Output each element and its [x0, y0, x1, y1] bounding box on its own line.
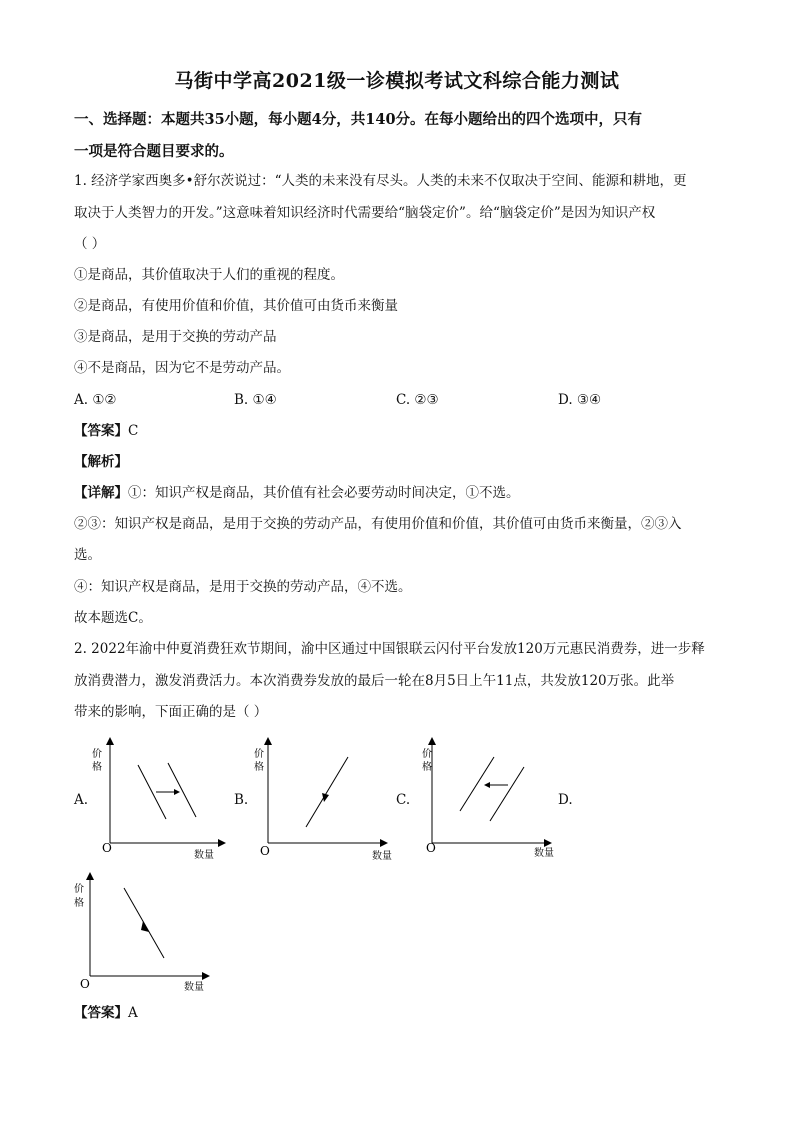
q1-blank: （ ）: [74, 236, 106, 252]
graph-a-origin: O: [102, 841, 112, 855]
q2-option-label-c: C.: [396, 792, 411, 808]
graph-c-origin: O: [426, 841, 436, 855]
q1-detail-line3: 选。: [74, 547, 101, 563]
q2-option-label-d: D.: [558, 792, 573, 808]
graph-b-ylabel-2: 格: [254, 762, 264, 773]
graph-b: [248, 735, 398, 865]
graph-a-ylabel-2: 格: [92, 762, 102, 773]
q1-detail-line4: ④：知识产权是商品，是用于交换的劳动产品，④不选。: [74, 579, 412, 595]
graph-c-arrowhead: [484, 782, 490, 788]
graph-b-arrowhead: [322, 793, 329, 802]
q2-stem-line2: 放消费潜力，激发消费活力。本次消费券发放的最后一轮在8月5日上午11点，共发放120万张。此举: [74, 673, 675, 689]
graph-a-ylabel-1: 价: [92, 749, 102, 760]
q2-stem-line3: 带来的影响，下面正确的是（ ）: [74, 704, 268, 720]
q2-option-label-a: A.: [74, 792, 89, 808]
q1-conclusion: 故本题选C。: [74, 610, 152, 626]
graph-d: [70, 870, 220, 1000]
graph-d-ylabel-2: 格: [74, 898, 84, 909]
q2-stem-line1: 2. 2022年渝中仲夏消费狂欢节期间，渝中区通过中国银联云闪付平台发放120万元惠民消费券，进一步释: [74, 641, 705, 657]
q1-answer-tag: 【答案】: [74, 423, 128, 439]
q1-option-c: C. ②③: [396, 392, 439, 408]
graph-d-ylabel-1: 价: [74, 884, 84, 895]
graph-b-xlabel: 数量: [372, 851, 392, 862]
q1-answer-value: C: [128, 423, 139, 439]
q1-item-3: ③是商品，是用于交换的劳动产品: [74, 329, 277, 345]
graph-a-curve-2: [168, 763, 196, 817]
graph-d-arrowhead: [141, 921, 149, 932]
page-title: 马街中学高2021级一诊模拟考试文科综合能力测试: [174, 70, 620, 92]
q1-detail-line1: [74, 483, 520, 503]
graph-a-xlabel: 数量: [194, 850, 214, 861]
graph-a: [90, 735, 230, 865]
section-instruction-line1: 一、选择题：本题共35小题，每小题4分，共140分。在每小题给出的四个选项中，只有: [74, 111, 643, 128]
q1-item-1: ①是商品，其价值取决于人们的重视的程度。: [74, 267, 344, 283]
q1-stem-line1: 1. 经济学家西奥多•舒尔茨说过：“人类的未来没有尽头。人类的未来不仅取决于空间、能源和耕地，更: [74, 173, 687, 189]
graph-c-curve-2: [490, 767, 524, 821]
graph-c: [412, 735, 562, 865]
q2-answer-value: A: [128, 1005, 138, 1021]
q1-detail-text1: ①：知识产权是商品，其价值有社会必要劳动时间决定，①不选。: [128, 485, 520, 501]
q1-answer: [74, 421, 138, 441]
q1-detail-tag: 【详解】: [74, 485, 128, 501]
graph-b-ylabel-1: 价: [254, 749, 264, 760]
graph-a-arrowhead: [174, 789, 180, 795]
graph-c-xlabel: 数量: [534, 848, 554, 859]
q1-stem-line2: 取决于人类智力的开发。”这意味着知识经济时代需要给“脑袋定价”。给“脑袋定价”是因为知识产权: [74, 205, 656, 221]
q1-item-4: ④不是商品，因为它不是劳动产品。: [74, 360, 290, 376]
q1-item-2: ②是商品，有使用价值和价值，其价值可由货币来衡量: [74, 298, 398, 314]
graph-b-origin: O: [260, 844, 270, 858]
graph-d-origin: O: [80, 977, 90, 991]
graph-d-xlabel: 数量: [184, 982, 204, 993]
q2-answer-tag: 【答案】: [74, 1005, 128, 1021]
q2-answer: [74, 1003, 138, 1023]
q1-option-b: B. ①④: [234, 392, 277, 408]
graph-c-ylabel-2: 格: [422, 762, 432, 773]
q2-option-label-b: B.: [234, 792, 249, 808]
q1-option-d: D. ③④: [558, 392, 602, 408]
graph-c-ylabel-1: 价: [422, 749, 432, 760]
q1-analysis-tag: 【解析】: [74, 454, 128, 470]
q1-option-a: A. ①②: [74, 392, 117, 408]
q1-detail-line2: ②③：知识产权是商品，是用于交换的劳动产品，有使用价值和价值，其价值可由货币来衡量，②③入: [74, 516, 682, 532]
section-instruction-line2: 一项是符合题目要求的。: [74, 143, 234, 160]
graph-b-curve: [306, 757, 348, 827]
